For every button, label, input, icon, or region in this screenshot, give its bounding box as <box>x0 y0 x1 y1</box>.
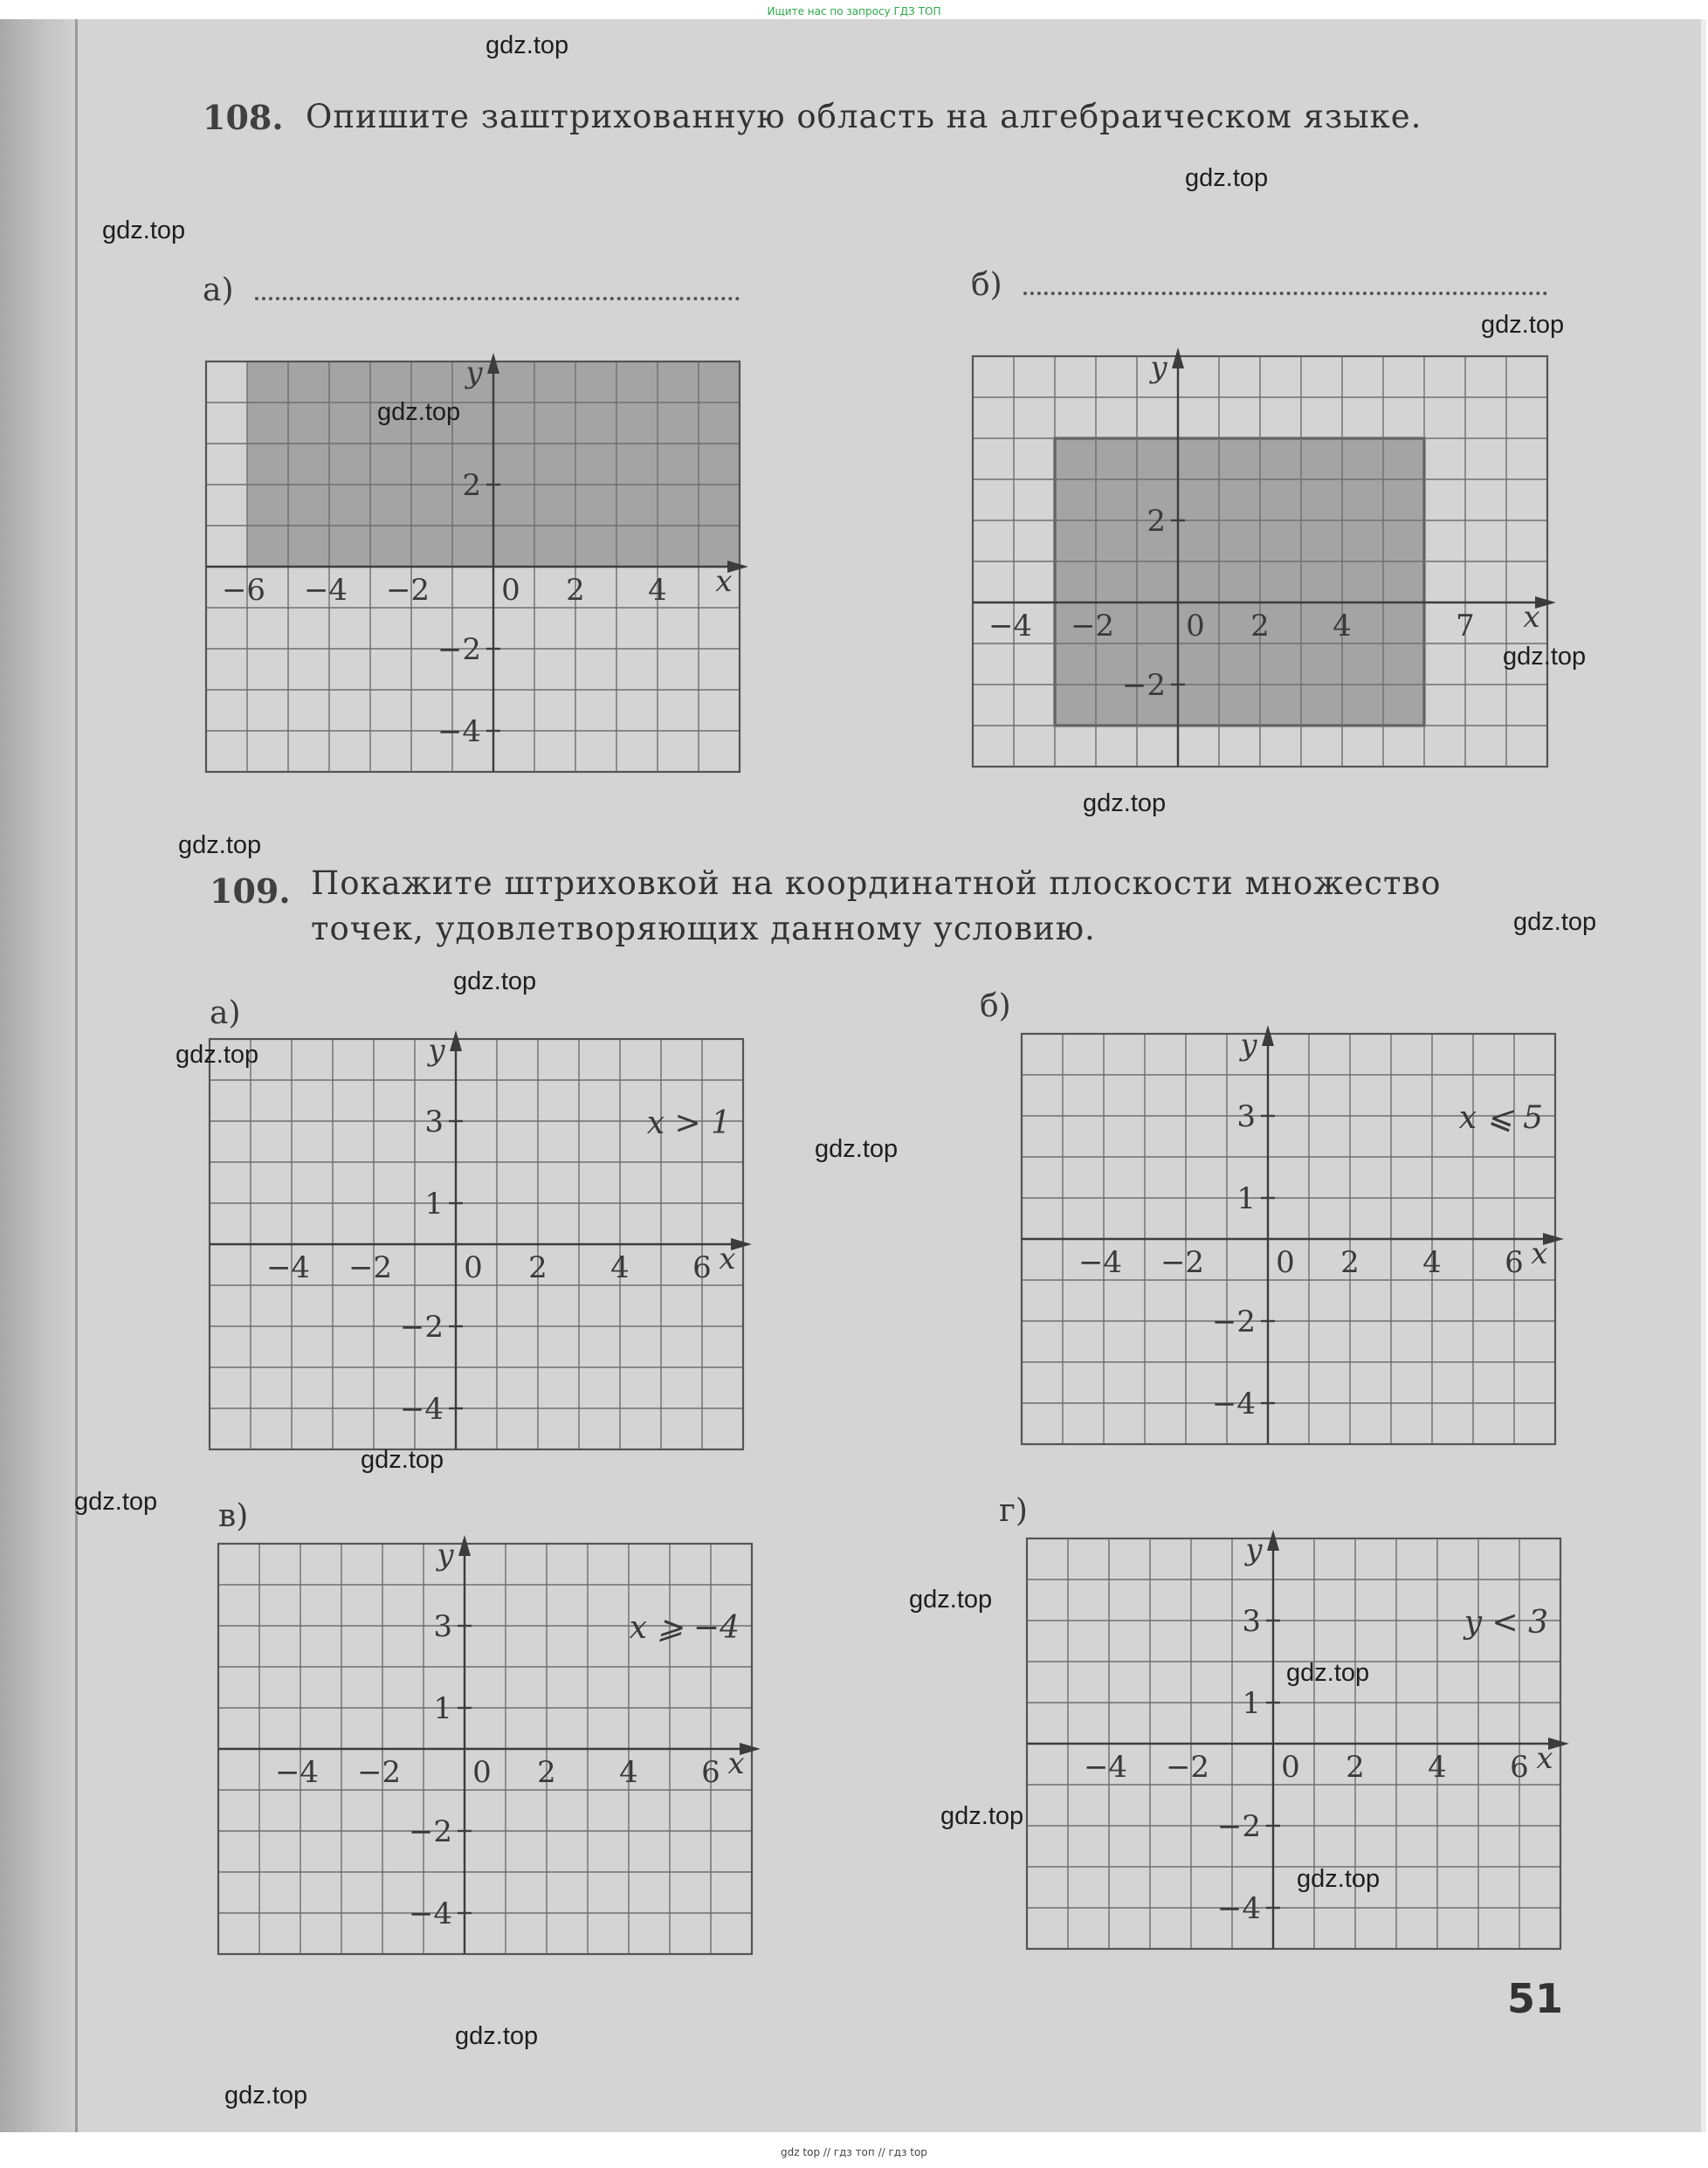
x-tick-label: −2 <box>356 1755 402 1790</box>
x-tick-label: 6 <box>701 1755 720 1790</box>
condition-label: x ⩽ 5 <box>1458 1100 1543 1137</box>
y-tick-label: −2 <box>399 1310 444 1345</box>
x-tick-label: 6 <box>692 1250 712 1285</box>
page-right-edge <box>1701 19 1706 2132</box>
page-spine-line <box>75 19 78 2132</box>
x-tick-label: 0 <box>1276 1245 1295 1280</box>
x-axis-label: x <box>1531 1236 1548 1271</box>
y-tick-label: −2 <box>1121 668 1166 703</box>
x-tick-label: 4 <box>1333 609 1352 644</box>
watermark: gdz.top <box>1481 311 1565 339</box>
x-tick-label: −2 <box>385 573 430 608</box>
y-tick-label: −4 <box>408 1896 452 1931</box>
x-tick-label: −2 <box>1165 1750 1210 1785</box>
x-tick-label: −4 <box>265 1250 311 1285</box>
ex109-part-a-label: а) <box>210 995 241 1031</box>
exercise-108-text: Опишите заштрихованную область на алгебраическом языке. <box>306 98 1422 135</box>
y-tick-label: −4 <box>1211 1387 1256 1421</box>
watermark: gdz.top <box>455 2022 539 2050</box>
y-tick-label: −4 <box>437 714 481 749</box>
watermark: gdz.top <box>940 1802 1024 1830</box>
x-tick-label: 6 <box>1510 1750 1529 1785</box>
x-tick-label: 2 <box>528 1250 548 1285</box>
exercise-109-text-line-1: Покажите штриховкой на координатной плоскости множество <box>311 864 1442 902</box>
graph-109c[interactable] <box>218 1538 760 1963</box>
ex108-part-b-answer-blank[interactable] <box>1023 292 1547 295</box>
y-tick-label: 1 <box>424 1187 444 1222</box>
condition-label: x ⩾ −4 <box>629 1610 740 1647</box>
x-tick-label: −4 <box>988 609 1033 644</box>
y-tick-label: −2 <box>408 1814 452 1849</box>
y-axis-label: y <box>1240 1028 1257 1063</box>
x-tick-label: 4 <box>648 573 667 608</box>
y-axis-label: y <box>437 1538 454 1573</box>
graph-108b <box>973 350 1553 775</box>
exercise-109-text-line-2: точек, удовлетворяющих данному условию. <box>311 910 1096 947</box>
x-tick-label: −4 <box>274 1755 320 1790</box>
ex108-part-b-label: б) <box>971 267 1002 303</box>
x-tick-label: 2 <box>1340 1245 1360 1280</box>
watermark: gdz.top <box>1185 164 1269 192</box>
graph-109a[interactable] <box>210 1033 751 1458</box>
y-tick-label: 1 <box>433 1691 452 1726</box>
x-tick-label: 2 <box>566 573 585 608</box>
x-tick-label: 4 <box>1422 1245 1442 1280</box>
page-spine-shadow <box>0 19 77 2132</box>
watermark: gdz.top <box>377 398 461 426</box>
y-axis-label: y <box>1150 350 1167 385</box>
y-tick-label: 3 <box>433 1609 452 1644</box>
x-tick-label: 7 <box>1456 609 1475 644</box>
ex109-part-d-label: г) <box>999 1493 1028 1529</box>
y-tick-label: −4 <box>399 1392 444 1427</box>
watermark: gdz.top <box>74 1488 158 1516</box>
bottom-banner: gdz top // гдз топ // гдз top <box>781 2146 927 2158</box>
watermark: gdz.top <box>102 217 186 244</box>
x-tick-label: 4 <box>1428 1750 1447 1785</box>
watermark: gdz.top <box>1513 908 1597 936</box>
watermark: gdz.top <box>224 2082 308 2109</box>
watermark: gdz.top <box>1503 643 1587 671</box>
x-axis-label: x <box>1523 600 1540 635</box>
x-axis-label: x <box>727 1746 745 1781</box>
y-tick-label: −2 <box>437 632 481 667</box>
y-axis-label: y <box>1245 1532 1263 1567</box>
x-tick-label: 0 <box>1186 609 1205 644</box>
y-tick-label: 3 <box>1236 1099 1256 1134</box>
page-number: 51 <box>1507 1975 1564 2022</box>
y-tick-label: 2 <box>1147 504 1166 539</box>
x-tick-label: 0 <box>1281 1750 1300 1785</box>
x-tick-label: 6 <box>1505 1245 1524 1280</box>
x-tick-label: 0 <box>472 1755 492 1790</box>
x-tick-label: 2 <box>1250 609 1270 644</box>
condition-label: x > 1 <box>646 1105 731 1142</box>
watermark: gdz.top <box>486 31 569 59</box>
x-tick-label: −4 <box>303 573 348 608</box>
y-tick-label: −2 <box>1216 1809 1261 1844</box>
y-tick-label: 3 <box>424 1105 444 1139</box>
y-axis-label: y <box>465 355 483 390</box>
watermark: gdz.top <box>815 1135 899 1163</box>
y-tick-label: −4 <box>1216 1891 1261 1926</box>
watermark: gdz.top <box>1297 1865 1381 1893</box>
x-tick-label: −6 <box>221 573 266 608</box>
y-tick-label: 2 <box>462 468 481 503</box>
x-tick-label: 4 <box>610 1250 630 1285</box>
condition-label: y < 3 <box>1464 1605 1548 1641</box>
x-tick-label: 0 <box>464 1250 483 1285</box>
x-tick-label: −2 <box>1160 1245 1205 1280</box>
graph-109d[interactable] <box>1027 1532 1568 1958</box>
watermark: gdz.top <box>361 1446 444 1474</box>
y-axis-label: y <box>428 1033 445 1068</box>
x-axis-label: x <box>1536 1741 1553 1776</box>
watermark: gdz.top <box>176 1041 259 1069</box>
x-tick-label: 0 <box>501 573 520 608</box>
ex108-part-a-answer-blank[interactable] <box>255 297 740 300</box>
ex109-part-b-label: б) <box>980 988 1011 1024</box>
exercise-109-number: 109. <box>210 871 291 911</box>
graph-109b[interactable] <box>1022 1028 1563 1453</box>
watermark: gdz.top <box>1286 1659 1370 1687</box>
x-tick-label: −4 <box>1083 1750 1128 1785</box>
x-axis-label: x <box>719 1242 736 1277</box>
x-tick-label: 2 <box>537 1755 556 1790</box>
exercise-108-number: 108. <box>203 98 284 137</box>
y-tick-label: 1 <box>1242 1686 1261 1721</box>
ex109-part-c-label: в) <box>218 1498 249 1534</box>
shaded-region <box>1055 438 1424 726</box>
x-tick-label: −2 <box>1070 609 1115 644</box>
watermark: gdz.top <box>909 1586 993 1614</box>
graph-108a <box>206 355 747 781</box>
x-tick-label: −4 <box>1078 1245 1123 1280</box>
watermark: gdz.top <box>1083 789 1167 817</box>
watermark: gdz.top <box>178 831 262 859</box>
y-tick-label: 3 <box>1242 1604 1261 1639</box>
y-tick-label: 1 <box>1236 1181 1256 1216</box>
watermark: gdz.top <box>453 967 537 995</box>
y-tick-label: −2 <box>1211 1304 1256 1339</box>
x-tick-label: 4 <box>619 1755 638 1790</box>
top-banner[interactable]: Ищите нас по запросу ГДЗ ТОП <box>767 5 941 17</box>
x-tick-label: 2 <box>1346 1750 1365 1785</box>
ex108-part-a-label: а) <box>203 272 234 308</box>
x-tick-label: −2 <box>348 1250 393 1285</box>
x-axis-label: x <box>715 564 733 599</box>
